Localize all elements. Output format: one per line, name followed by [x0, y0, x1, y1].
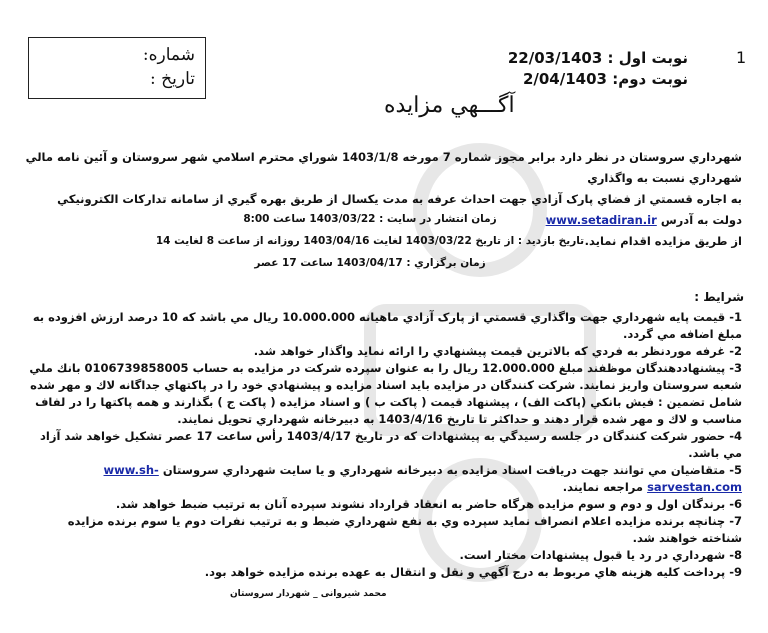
second-round: نوبت دوم: 2/04/1403 — [522, 70, 688, 88]
conditions-list — [24, 309, 742, 581]
condition-5-tail: مراجعه نمايند. — [562, 480, 644, 494]
condition-item: 9- پرداخت كليه هزينه هاي مربوط به درج آگهي و نقل و انتقال به عهده برنده مزايده خواهد بود. — [204, 565, 742, 579]
condition-item: 3- پيشنهاددهندگان موظفند مبلغ 12.000.000 ريال را به عنوان سپرده شرکت در مزايده به حساب 0106739858005 بانك ملي شعبه سروستان واريز نمايند. شرکت کنندگان در مزايده بايد اسناد مزايده و پيشنهادي خود را در پاکتهاي جداگانه لاك و مهر شده شامل تضمين : فيش بانکي (پاکت الف) ، پيشنهاد قيمت ( پاکت ب ) و اسناد مزايده ( پاکت ج ) بگذارند و همه پاکتها را در لفاف مناسب و لاك و مهر شده قرار دهند و حداکثر تا تاريخ 1403/4/16 به دبيرخانه شهرداري تحويل نمايند. — [29, 361, 742, 426]
publish-date: زمان انتشار در سايت : 1403/03/22 ساعت 8:00 — [243, 213, 497, 225]
conditions-heading: شرایط : — [694, 290, 744, 304]
first-round: نوبت اول : 22/03/1403 — [507, 49, 688, 67]
sarvestan-link[interactable]: www.sh-sarvestan.com — [103, 463, 742, 494]
page-title: آگـــهي مزايده — [384, 93, 515, 118]
intro-line-2-text: به اجاره قسمتي از فضاي پارک آزادي جهت احداث عرفه به مدت يکسال از طريق بهره گيري از سامانه تدارکات الکترونيکي دولت به آدرس — [57, 192, 742, 227]
condition-item: 7- چنانچه برنده مزايده اعلام انصراف نمايد سپرده وي به نفع شهرداري ضبط و به ترتيب نفرات دوم يا سوم برنده مزايده شناخته خواهند شد. — [67, 514, 742, 545]
condition-item: 4- حضور شرکت کنندگان در جلسه رسيدگي به پيشنهادات که در تاريخ 1403/4/17 رأس ساعت 17 عصر تشکيل خواهد شد آزاد مي باشد. — [40, 429, 742, 460]
condition-item — [24, 462, 742, 496]
date-label: تاریخ : — [150, 69, 195, 89]
intro-line-3: از طريق مزايده اقدام نمايد. — [584, 234, 742, 248]
condition-item: 8- شهرداري در رد يا قبول پيشنهادات مختار است. — [459, 548, 742, 562]
setadiran-link[interactable]: www.setadiran.ir — [545, 213, 657, 227]
condition-item: 1- قيمت پايه شهرداري جهت واگذاري قسمتي از پارک آزادي ماهيانه 10.000.000 ريال مي باشد که 10 درصد ارزش افزوده به مبلغ اضافه مي گردد. — [32, 310, 742, 341]
signature: محمد شیروانی _ شهردار سروستان — [230, 589, 387, 599]
condition-item: 2- غرفه موردنظر به فردي که بالاترين قيمت پيشنهادي را ارائه نمايد واگذار خواهد شد. — [253, 344, 742, 358]
condition-item: 6- برندگان اول و دوم و سوم مزايده هرگاه حاضر به انعقاد قرارداد نشوند سپرده آنان به ترتيب ضبط خواهد شد. — [115, 497, 742, 511]
intro-line-1: شهرداري سروستان در نظر دارد برابر مجوز شماره 7 مورخه 1403/1/8 شوراي محترم اسلامي شهر سروستان و آئين نامه مالي شهرداري نسبت به واگذاري — [25, 150, 742, 185]
reference-box — [28, 37, 206, 99]
page-mark: 1 — [736, 48, 747, 67]
number-label: شماره: — [142, 45, 195, 65]
dates-block — [150, 208, 590, 274]
condition-5-text: 5- متقاضيان مي توانند جهت دريافت اسناد مزايده به دبيرخانه شهرداري و يا سايت شهرداري سروستان — [162, 463, 742, 477]
visit-date: تاريخ بازديد : از تاريخ 1403/03/22 لغايت 1403/04/16 روزانه از ساعت 8 لغايت 14 — [155, 235, 585, 247]
hold-date: زمان برگزاري : 1403/04/17 ساعت 17 عصر — [254, 257, 486, 269]
